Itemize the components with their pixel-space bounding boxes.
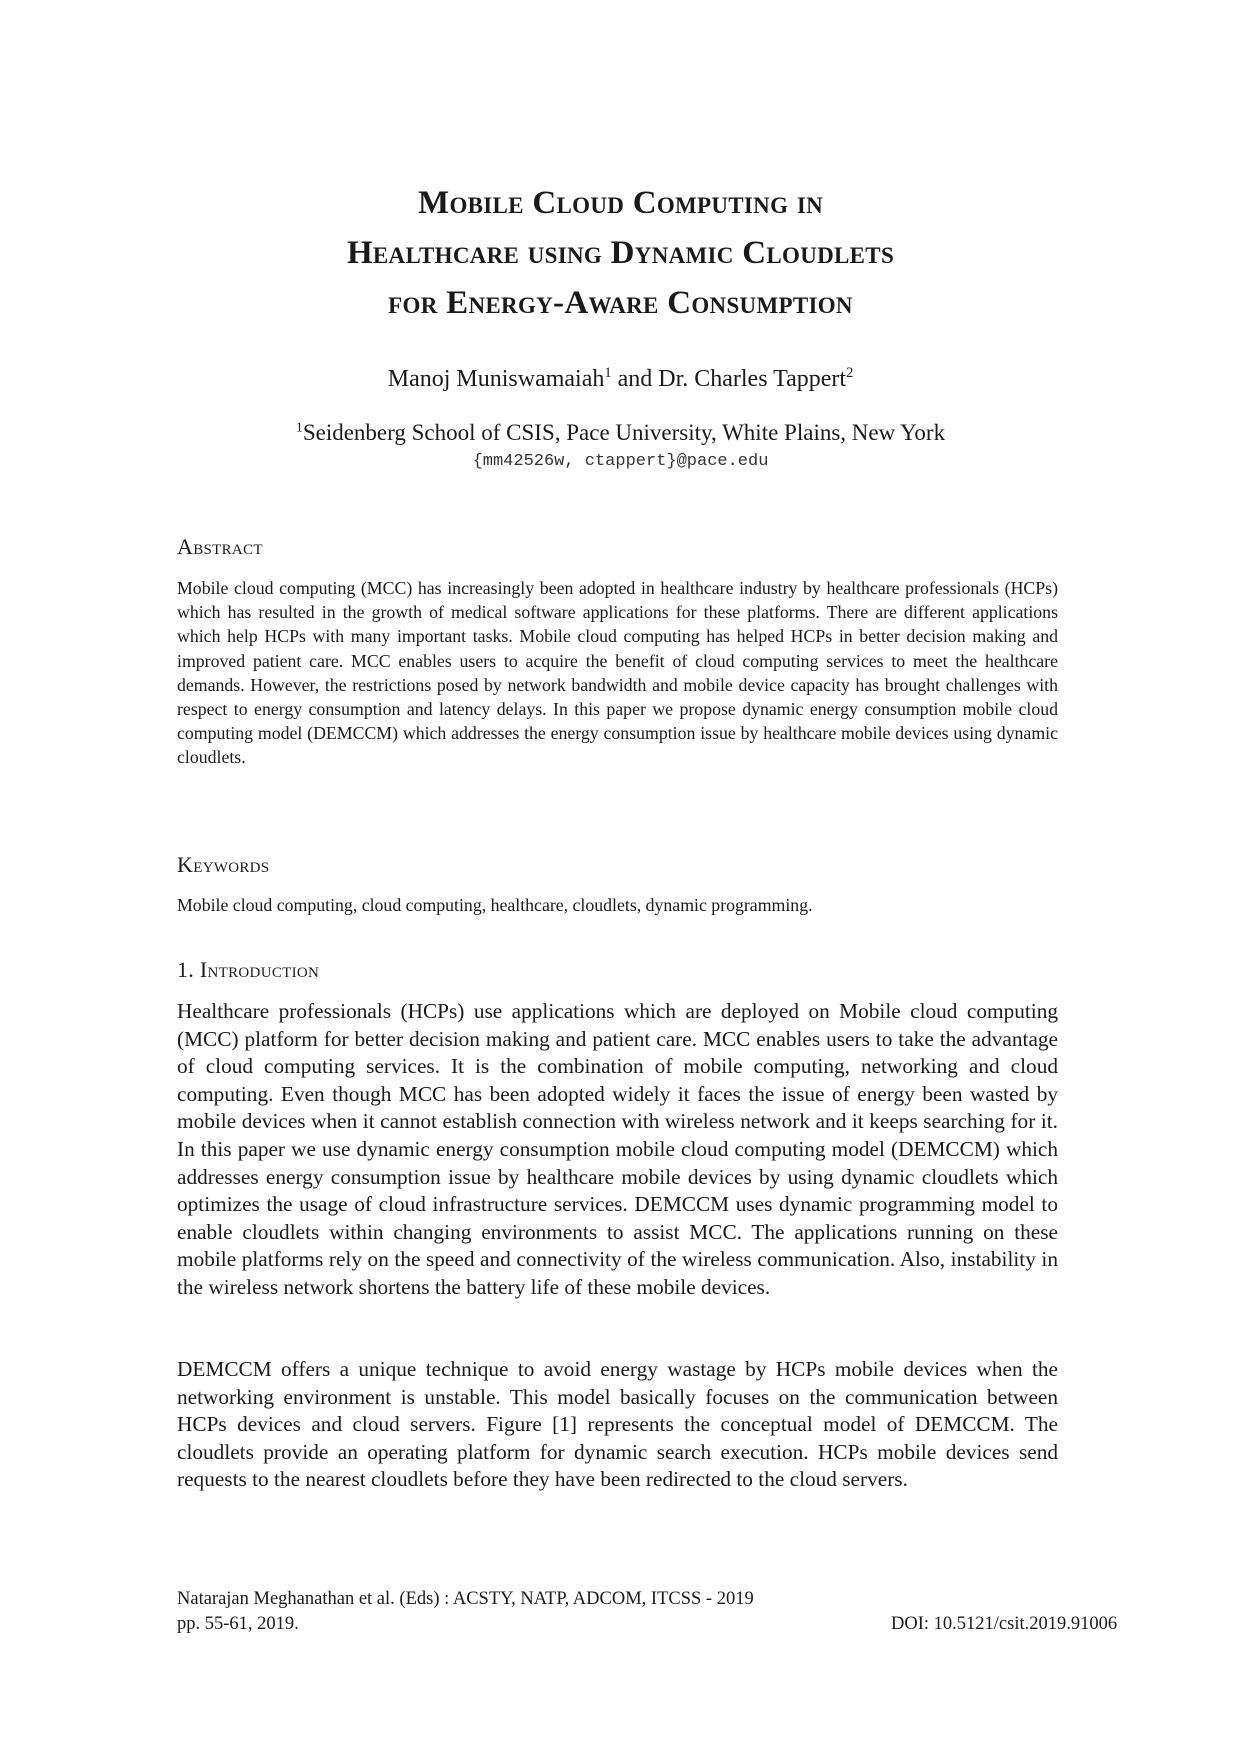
keywords-text: Mobile cloud computing, cloud computing, healthcare, cloudlets, dynamic programming. xyxy=(177,895,813,915)
title-line-2: Healthcare using Dynamic Cloudlets xyxy=(346,235,895,271)
keywords-heading: Keywords xyxy=(177,852,270,877)
title-line-3: for Energy-Aware Consumption xyxy=(388,285,853,321)
footer-editors: Natarajan Meghanathan et al. (Eds) : ACSTY, NATP, ADCOM, ITCSS - 2019 xyxy=(177,1589,754,1609)
abstract-heading: Abstract xyxy=(177,534,263,559)
affiliation-mark: 1 xyxy=(295,419,303,435)
footer-doi: DOI: 10.5121/csit.2019.91006 xyxy=(891,1614,1118,1634)
paper-title xyxy=(180,178,1061,328)
footer-pages: pp. 55-61, 2019. xyxy=(177,1614,299,1634)
affiliation-text: Seidenberg School of CSIS, Pace University, White Plains, New York xyxy=(302,420,946,445)
footer-proceedings xyxy=(177,1587,754,1637)
abstract-text: Mobile cloud computing (MCC) has increasingly been adopted in healthcare industry by healthcare professionals (HCPs) which has resulted in the growth of medical software applications for these platforms. There are different applications which help HCPs with many important tasks. Mobile cloud computing has helped HCPs in better decision making and improved patient care. MCC enables users to acquire the benefit of cloud computing services to meet the healthcare demands. However, the restrictions posed by network bandwidth and mobile device capacity has brought challenges with respect to energy consumption and latency delays. In this paper we propose dynamic energy consumption mobile cloud computing model (DEMCCM) which addresses the energy consumption issue by healthcare mobile devices using dynamic cloudlets. xyxy=(177,578,1058,768)
affiliation xyxy=(180,420,1061,446)
author-2-affil-mark: 2 xyxy=(846,365,854,381)
title-line-1: Mobile Cloud Computing in xyxy=(418,185,823,221)
author-1-affil-mark: 1 xyxy=(604,365,612,381)
author-emails: {mm42526w, ctappert}@pace.edu xyxy=(472,452,769,471)
introduction-paragraph-2: DEMCCM offers a unique technique to avoid energy wastage by HCPs mobile devices when the networking environment is unstable. This model basically focuses on the communication between HCPs devices and cloud servers. Figure [1] represents the conceptual model of DEMCCM. The cloudlets provide an operating platform for dynamic search execution. HCPs mobile devices send requests to the nearest cloudlets before they have been redirected to the cloud servers. xyxy=(177,1357,1058,1492)
author-1: Manoj Muniswamaiah xyxy=(387,366,605,392)
introduction-paragraph-1: Healthcare professionals (HCPs) use applications which are deployed on Mobile cloud computing (MCC) platform for better decision making and patient care. MCC enables users to take the advantage of cloud computing services. It is the combination of mobile computing, networking and cloud computing. Even though MCC has been adopted widely it faces the issue of energy been wasted by mobile devices when it cannot establish connection with wireless network and it keeps searching for it. In this paper we use dynamic energy consumption mobile cloud computing model (DEMCCM) which addresses energy consumption issue by healthcare mobile devices by using dynamic cloudlets which optimizes the usage of cloud infrastructure services. DEMCCM uses dynamic programming model to enable cloudlets within changing environments to assist MCC. The applications running on these mobile platforms rely on the speed and connectivity of the wireless communication. Also, instability in the wireless network shortens the battery life of these mobile devices. xyxy=(177,999,1058,1299)
author-2: and Dr. Charles Tappert xyxy=(611,366,847,392)
author-line xyxy=(180,366,1061,393)
introduction-heading: 1. Introduction xyxy=(177,957,320,982)
